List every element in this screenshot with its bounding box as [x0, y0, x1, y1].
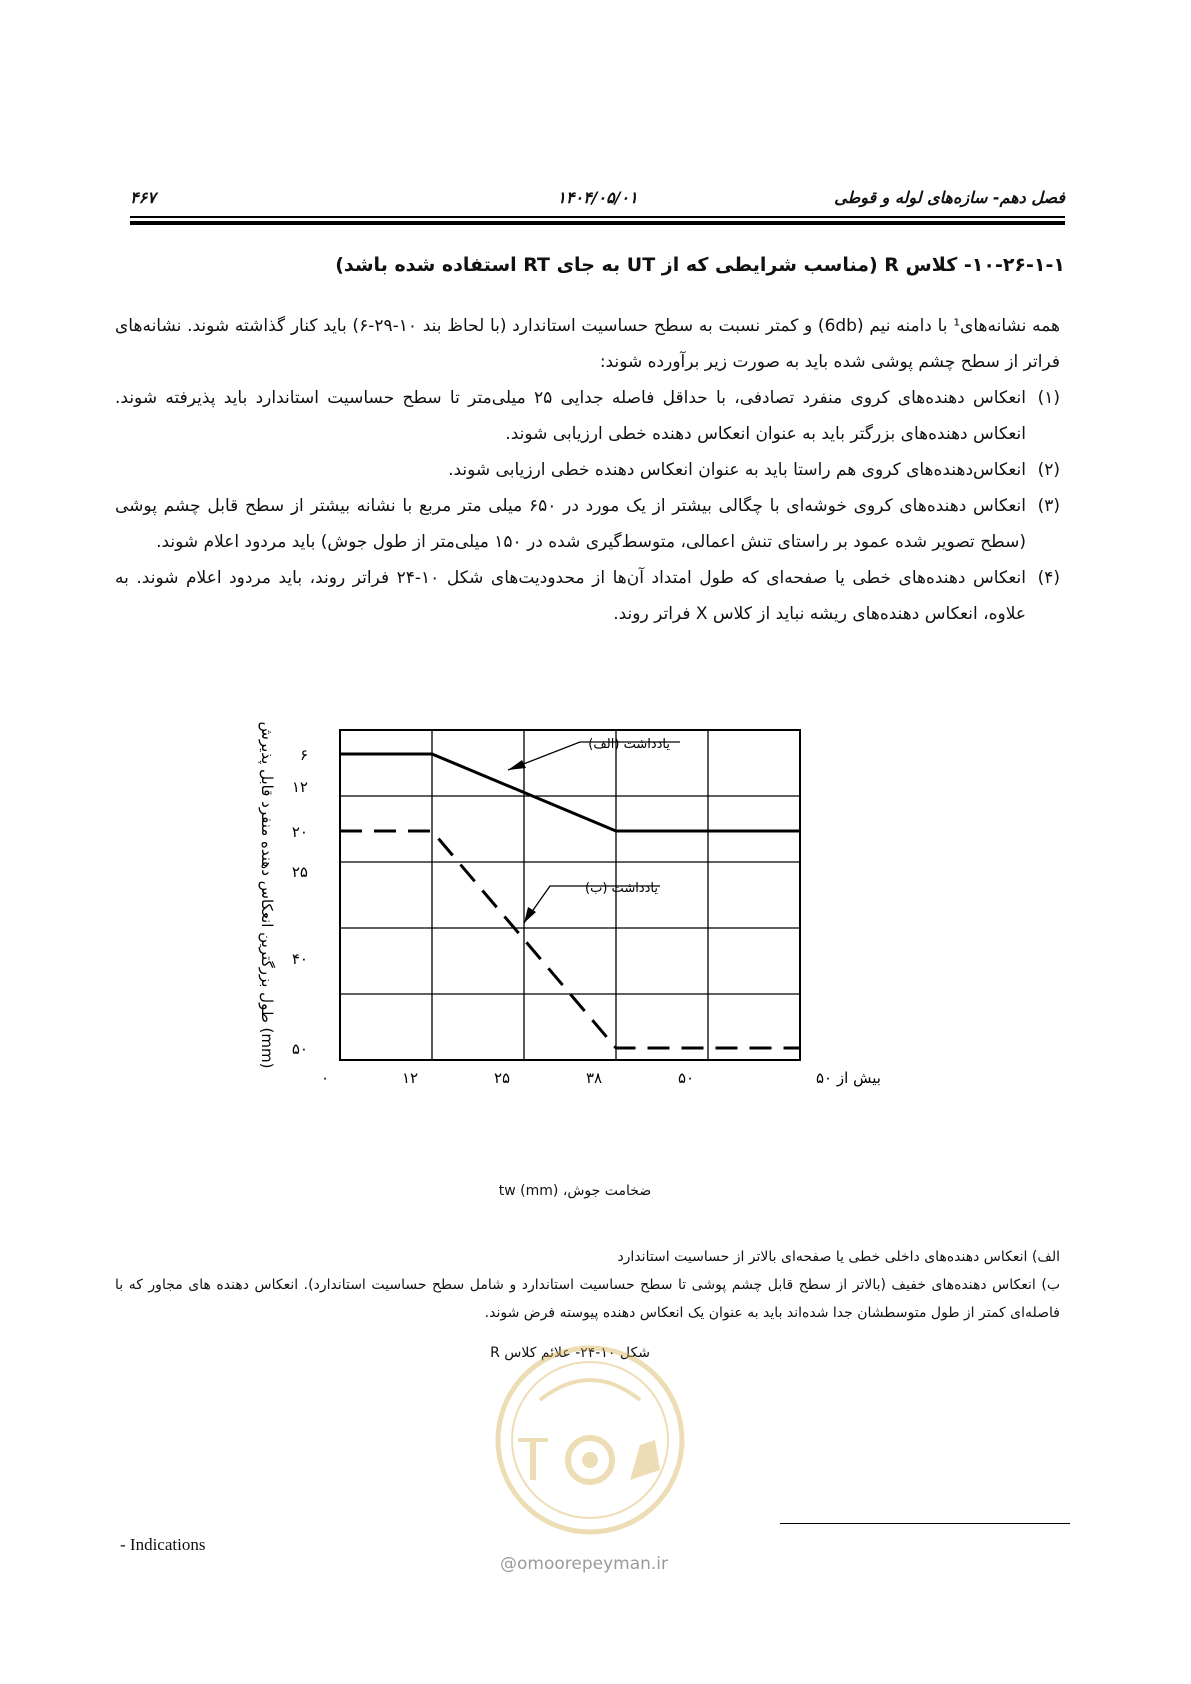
list-item	[115, 452, 1060, 488]
page-header	[130, 188, 1065, 216]
annotation-arrow-a	[508, 760, 526, 770]
acceptance-chart	[250, 718, 930, 1178]
section-title: ۱۰-۲۶-۱-۱- کلاس R (مناسب شرایطی که از UT به جای RT استفاده شده باشد)	[335, 254, 1065, 276]
list-item	[115, 488, 1060, 560]
figure-caption: شکل ۱۰-۲۴- علائم کلاس R	[490, 1345, 650, 1361]
figure-notes	[115, 1243, 1060, 1327]
header-date: ۱۴۰۴/۰۵/۰۱	[557, 188, 638, 207]
y-tick-label: ۱۲	[291, 778, 308, 796]
x-tick-label: ۲۵	[493, 1069, 511, 1087]
item-text: انعکاس دهنده‌های کروی منفرد تصادفی، با حداقل فاصله جدایی ۲۵ میلی‌متر تا سطح حساسیت استاندارد باید پذیرفته شوند. انعکاس دهنده‌های بزرگتر باید به عنوان انعکاس دهنده خطی ارزیابی شوند.	[115, 388, 1026, 444]
x-tick-label: ۰	[320, 1069, 330, 1087]
x-tick-label: ۳۸	[585, 1069, 603, 1087]
page-number: ۴۶۷	[130, 188, 156, 207]
watermark-url: @omoorepeyman.ir	[500, 1554, 669, 1574]
header-rule-thin	[130, 216, 1065, 218]
list-item	[115, 560, 1060, 632]
footnote-rule	[780, 1523, 1070, 1524]
item-text: انعکاس دهنده‌های خطی یا صفحه‌ای که طول امتداد آن‌ها از محدودیت‌های شکل ۱۰-۲۴ فراتر روند، باید مردود اعلام شوند. به علاوه، انعکاس دهنده‌های ریشه نباید از کلاس X فراتر روند.	[115, 568, 1026, 624]
y-tick-label: ۵۰	[291, 1040, 308, 1058]
x-tick-label: ۵۰	[677, 1069, 695, 1087]
intro-paragraph: همه نشانه‌های¹ با دامنه نیم (6db) و کمتر نسبت به سطح حساسیت استاندارد (با لحاظ بند ۱۰-۲۹-۶) باید کنار گذاشته شوند. نشانه‌های فراتر از سطح چشم پوشی شده باید به صورت زیر برآورده شوند:	[115, 316, 1061, 372]
plot-frame	[340, 730, 800, 1060]
body-text	[115, 308, 1060, 632]
header-rule-thick	[130, 221, 1065, 225]
item-number: (۲)	[1037, 460, 1060, 480]
x-tick-label: ۱۲	[401, 1069, 419, 1087]
list-item	[115, 380, 1060, 452]
y-tick-label: ۲۰	[291, 823, 308, 841]
chart-container	[250, 718, 930, 1182]
note-b: ب) انعکاس دهنده‌های خفیف (بالاتر از سطح قابل چشم پوشی تا سطح حساسیت استاندارد و شامل سطح حساسیت استاندارد). انعکاس دهنده های مجاور که با فاصله‌ای کمتر از طول متوسطشان جدا شده‌اند باید به عنوان یک انعکاس دهنده پیوسته فرض شوند.	[115, 1277, 1060, 1321]
x-axis-title: ضخامت جوش، tw (mm)	[498, 1183, 652, 1199]
annotation-label-b: یادداشت (ب)	[585, 881, 658, 896]
item-text: انعکاس‌دهنده‌های کروی هم راستا باید به عنوان انعکاس دهنده خطی ارزیابی شوند.	[448, 460, 1026, 480]
watermark-seal	[490, 1340, 690, 1544]
chapter-title: فصل دهم- سازه‌های لوله و قوطی	[834, 188, 1065, 207]
item-number: (۳)	[1037, 496, 1060, 516]
y-tick-label: ۶	[299, 746, 308, 764]
y-tick-label: ۲۵	[291, 863, 308, 881]
item-text: انعکاس دهنده‌های کروی خوشه‌ای با چگالی بیشتر از یک مورد در ۶۵۰ میلی متر مربع با نشانه بیشتر از سطح قابل چشم پوشی (سطح تصویر شده عمود بر راستای تنش اعمالی، متوسط‌گیری شده در ۱۵۰ میلی‌متر از طول جوش) باید مردود اعلام شوند.	[115, 496, 1027, 552]
item-number: (۴)	[1037, 568, 1060, 588]
series-line-dashed	[340, 831, 800, 1048]
x-tick-label: بیش از ۵۰	[816, 1069, 881, 1087]
y-axis-title: طول بزرگترین انعکاس دهنده منفرد قابل پذیرش (mm)	[258, 721, 276, 1069]
item-number: (۱)	[1037, 388, 1060, 408]
annotation-label-a: یادداشت (الف)	[588, 737, 670, 752]
footnote: - Indications	[120, 1535, 206, 1554]
y-tick-label: ۴۰	[291, 950, 308, 968]
note-a: الف) انعکاس دهنده‌های داخلی خطی یا صفحه‌ای بالاتر از حساسیت استاندارد	[617, 1249, 1060, 1265]
series-line-solid	[340, 754, 800, 831]
